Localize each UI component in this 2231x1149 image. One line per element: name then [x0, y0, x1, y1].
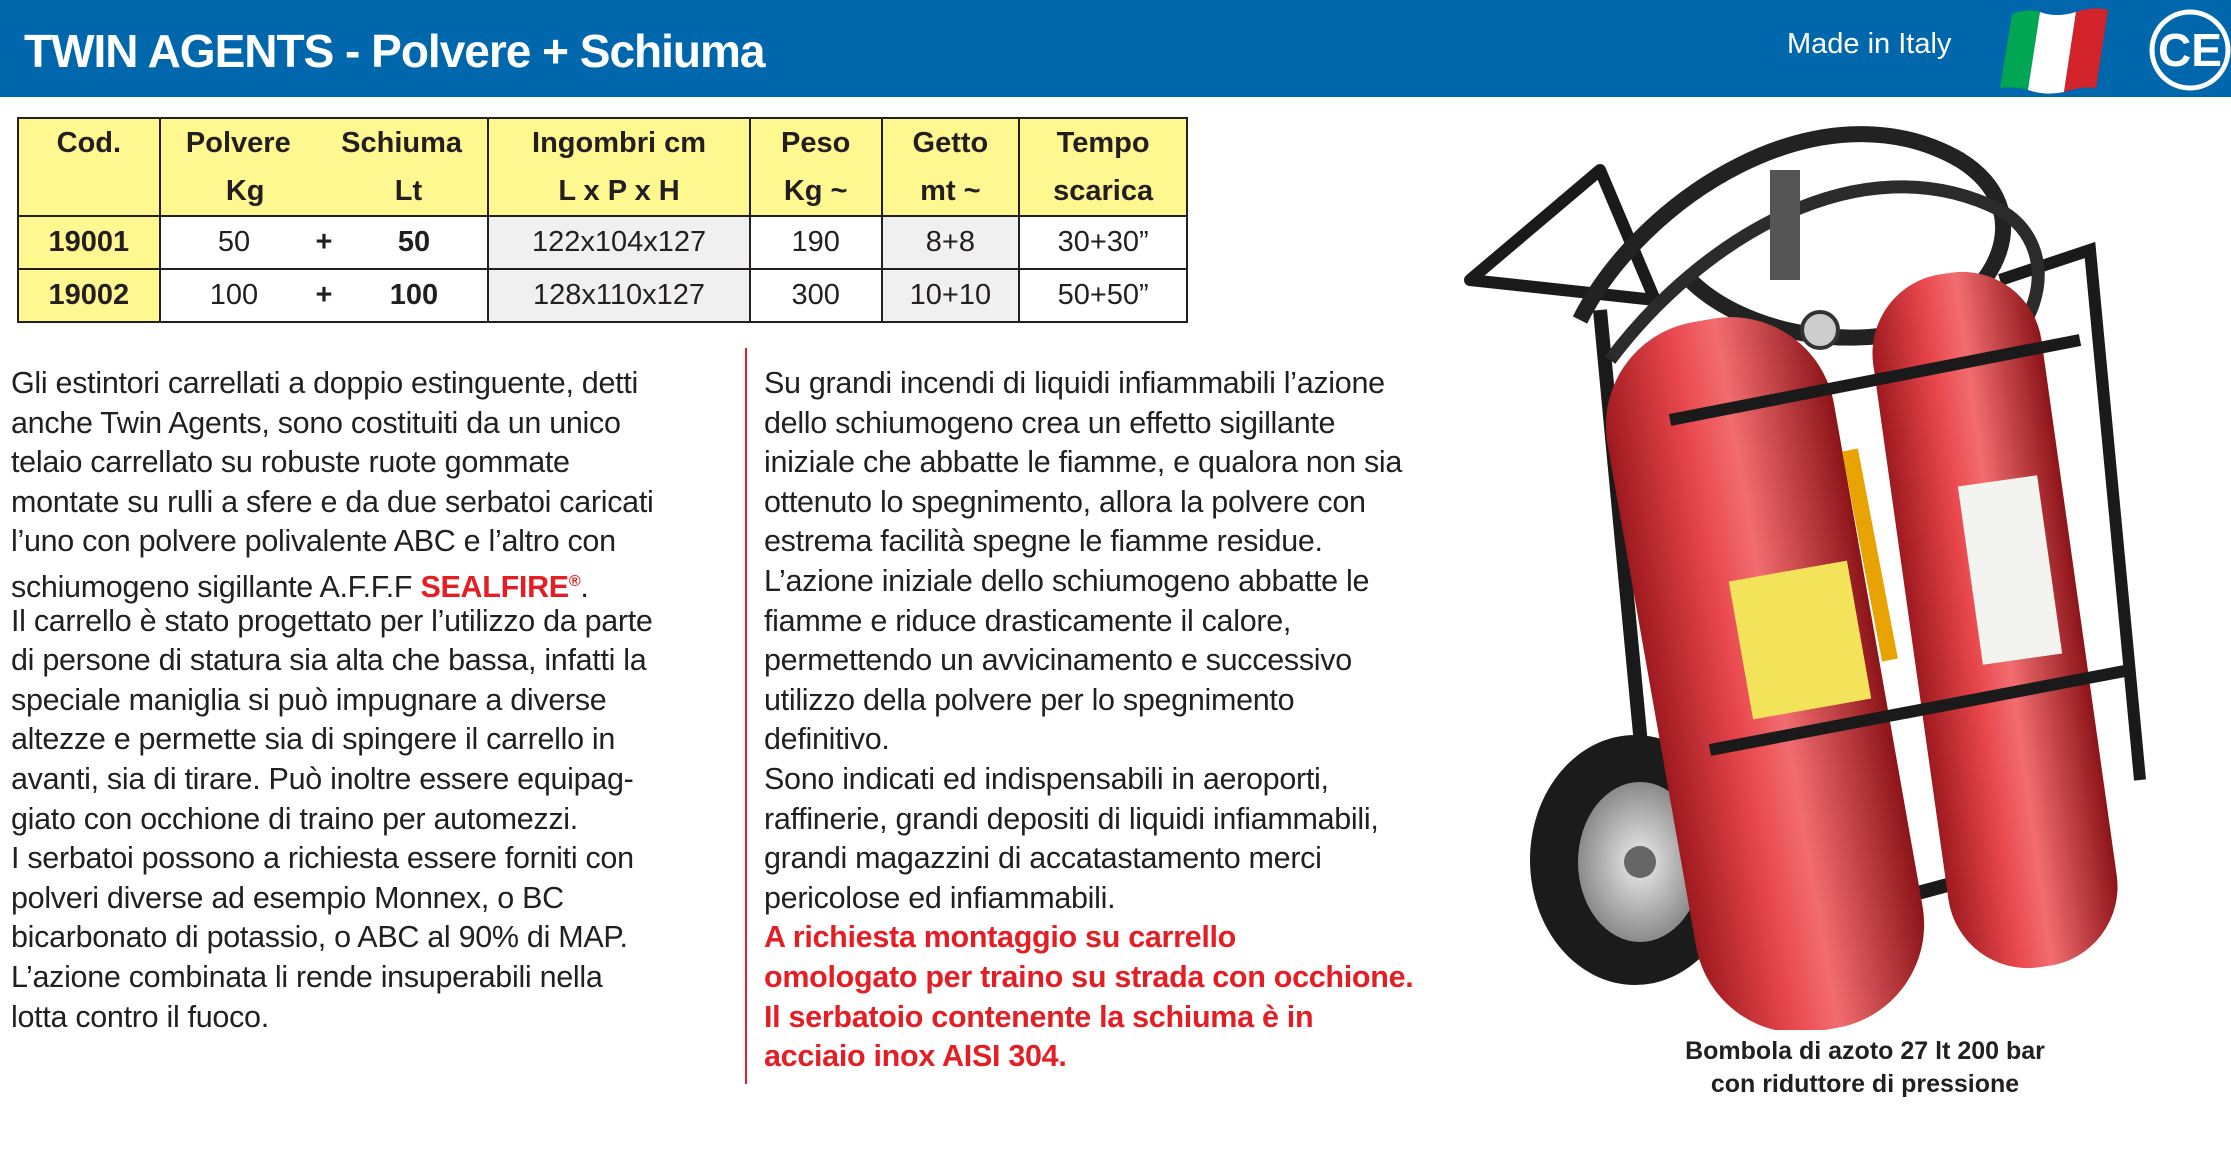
caption-line: con riduttore di pressione — [1710, 1070, 2020, 1098]
text-fragment: schiumogeno sigillante A.F.F.F — [11, 570, 421, 605]
ce-mark-text: CE — [2158, 24, 2222, 76]
italy-flag-icon — [1998, 6, 2113, 94]
header-polvere: Polvere — [185, 126, 291, 159]
text-line: altezze e permette sia di spingere il carrello in — [11, 722, 616, 757]
text-line: avanti, sia di tirare. Può inoltre essere equipag- — [11, 761, 634, 796]
left-description — [11, 364, 654, 1037]
text-line: utilizzo della polvere per lo spegnimento — [764, 682, 1295, 717]
table-header-units-row — [18, 167, 1187, 216]
cell-peso: 300 — [750, 269, 882, 322]
cell-schiuma: 100 — [389, 279, 439, 311]
cell-polvere: 50 — [217, 226, 251, 258]
cell-getto: 10+10 — [882, 269, 1020, 322]
text-line: Il carrello è stato progettato per l’utilizzo da parte — [11, 603, 653, 638]
text-line: pericolose ed infiammabili. — [764, 880, 1116, 915]
text-line: raffinerie, grandi depositi di liquidi infiammabili, — [764, 801, 1379, 836]
text-line: telaio carrellato su robuste ruote gommate — [11, 445, 570, 480]
caption-line: Bombola di azoto 27 lt 200 bar — [1685, 1037, 2045, 1065]
cell-cod: 19002 — [18, 269, 160, 322]
sealfire-brand: SEALFIRE — [420, 570, 569, 605]
text-line: montate su rulli a sfere e da due serbatoi caricati — [11, 484, 654, 519]
registered-mark: ® — [568, 572, 581, 590]
header-peso-unit: Kg ~ — [750, 167, 882, 216]
text-line: L’azione combinata li rende insuperabili nella — [11, 959, 603, 994]
header-tempo-unit: scarica — [1019, 167, 1187, 216]
header-cod-blank — [18, 167, 160, 216]
text-line: fiamme e riduce drasticamente il calore, — [764, 603, 1292, 638]
ce-mark-icon — [2146, 6, 2231, 94]
cell-polvere-schiuma — [160, 216, 489, 269]
cell-tempo: 30+30” — [1019, 216, 1187, 269]
header-peso: Peso — [750, 118, 882, 167]
header-getto: Getto — [882, 118, 1020, 167]
twin-agents-cart-photo — [1440, 100, 2231, 1030]
text-line: bicarbonato di potassio, o ABC al 90% di MAP. — [11, 920, 628, 955]
cell-ingombri: 122x104x127 — [488, 216, 750, 269]
cell-plus: + — [315, 279, 333, 311]
cell-cod: 19001 — [18, 216, 160, 269]
text-line: giato con occhione di traino per automezzi. — [11, 801, 578, 836]
header-schiuma-unit: Lt — [394, 174, 423, 207]
header-ingombri: Ingombri cm — [488, 118, 750, 167]
right-description — [764, 364, 1413, 1077]
header-tempo: Tempo — [1019, 118, 1187, 167]
text-line: Gli estintori carrellati a doppio estinguente, detti — [11, 366, 638, 400]
photo-caption — [1600, 1035, 2130, 1101]
text-line: permettendo un avvicinamento e successivo — [764, 643, 1352, 678]
header-ingombri-unit: L x P x H — [488, 167, 750, 216]
text-line: estrema facilità spegne le fiamme residue. — [764, 524, 1323, 559]
table-row — [18, 216, 1187, 269]
text-line: Su grandi incendi di liquidi infiammabili l’azione — [764, 366, 1385, 400]
cell-polvere: 100 — [209, 279, 259, 311]
cell-schiuma: 50 — [397, 226, 431, 258]
table-header-row — [18, 118, 1187, 167]
text-line — [11, 562, 654, 605]
text-line: iniziale che abbatte le fiamme, e qualora non sia — [764, 445, 1403, 480]
text-line: I serbatoi possono a richiesta essere forniti con — [11, 841, 634, 876]
text-line: l’uno con polvere polivalente ABC e l’altro con — [11, 524, 616, 559]
cell-plus: + — [315, 226, 333, 258]
highlight-line: omologato per traino su strada con occhione. — [764, 959, 1414, 994]
header-polvere-unit: Kg — [225, 174, 265, 207]
header-banner — [0, 0, 2231, 97]
text-line: speciale maniglia si può impugnare a diverse — [11, 682, 607, 717]
cell-peso: 190 — [750, 216, 882, 269]
text-line: definitivo. — [764, 722, 890, 757]
text-line: di persone di statura sia alta che bassa, infatti la — [11, 643, 647, 678]
text-line: lotta contro il fuoco. — [11, 999, 269, 1034]
highlight-line: A richiesta montaggio su carrello — [764, 920, 1237, 955]
text-line: ottenuto lo spegnimento, allora la polvere con — [764, 484, 1366, 519]
cell-getto: 8+8 — [882, 216, 1020, 269]
page-title: TWIN AGENTS - Polvere + Schiuma — [24, 25, 765, 77]
text-line: anche Twin Agents, sono costituiti da un unico — [11, 405, 621, 440]
text-line: grandi magazzini di accatastamento merci — [764, 841, 1322, 876]
highlight-line: Il serbatoio contenente la schiuma è in — [764, 999, 1314, 1034]
made-in-italy-label: Made in Italy — [1787, 28, 1952, 60]
header-polvere-schiuma — [160, 118, 489, 167]
spec-table — [17, 117, 1188, 323]
header-units-polvere-schiuma — [160, 167, 489, 216]
cell-polvere-schiuma — [160, 269, 489, 322]
cell-tempo: 50+50” — [1019, 269, 1187, 322]
text-line: Sono indicati ed indispensabili in aeroporti, — [764, 761, 1329, 796]
header-schiuma: Schiuma — [341, 126, 463, 159]
header-cod: Cod. — [18, 118, 160, 167]
text-line: L’azione iniziale dello schiumogeno abbatte le — [764, 563, 1370, 598]
text-line: dello schiumogeno crea un effetto sigillante — [764, 405, 1336, 440]
text-line: polveri diverse ad esempio Monnex, o BC — [11, 880, 564, 915]
text-fragment: . — [580, 570, 589, 605]
highlight-line: acciaio inox AISI 304. — [764, 1039, 1067, 1074]
cell-ingombri: 128x110x127 — [488, 269, 750, 322]
header-getto-unit: mt ~ — [882, 167, 1020, 216]
table-row — [18, 269, 1187, 322]
column-divider — [745, 348, 747, 1084]
